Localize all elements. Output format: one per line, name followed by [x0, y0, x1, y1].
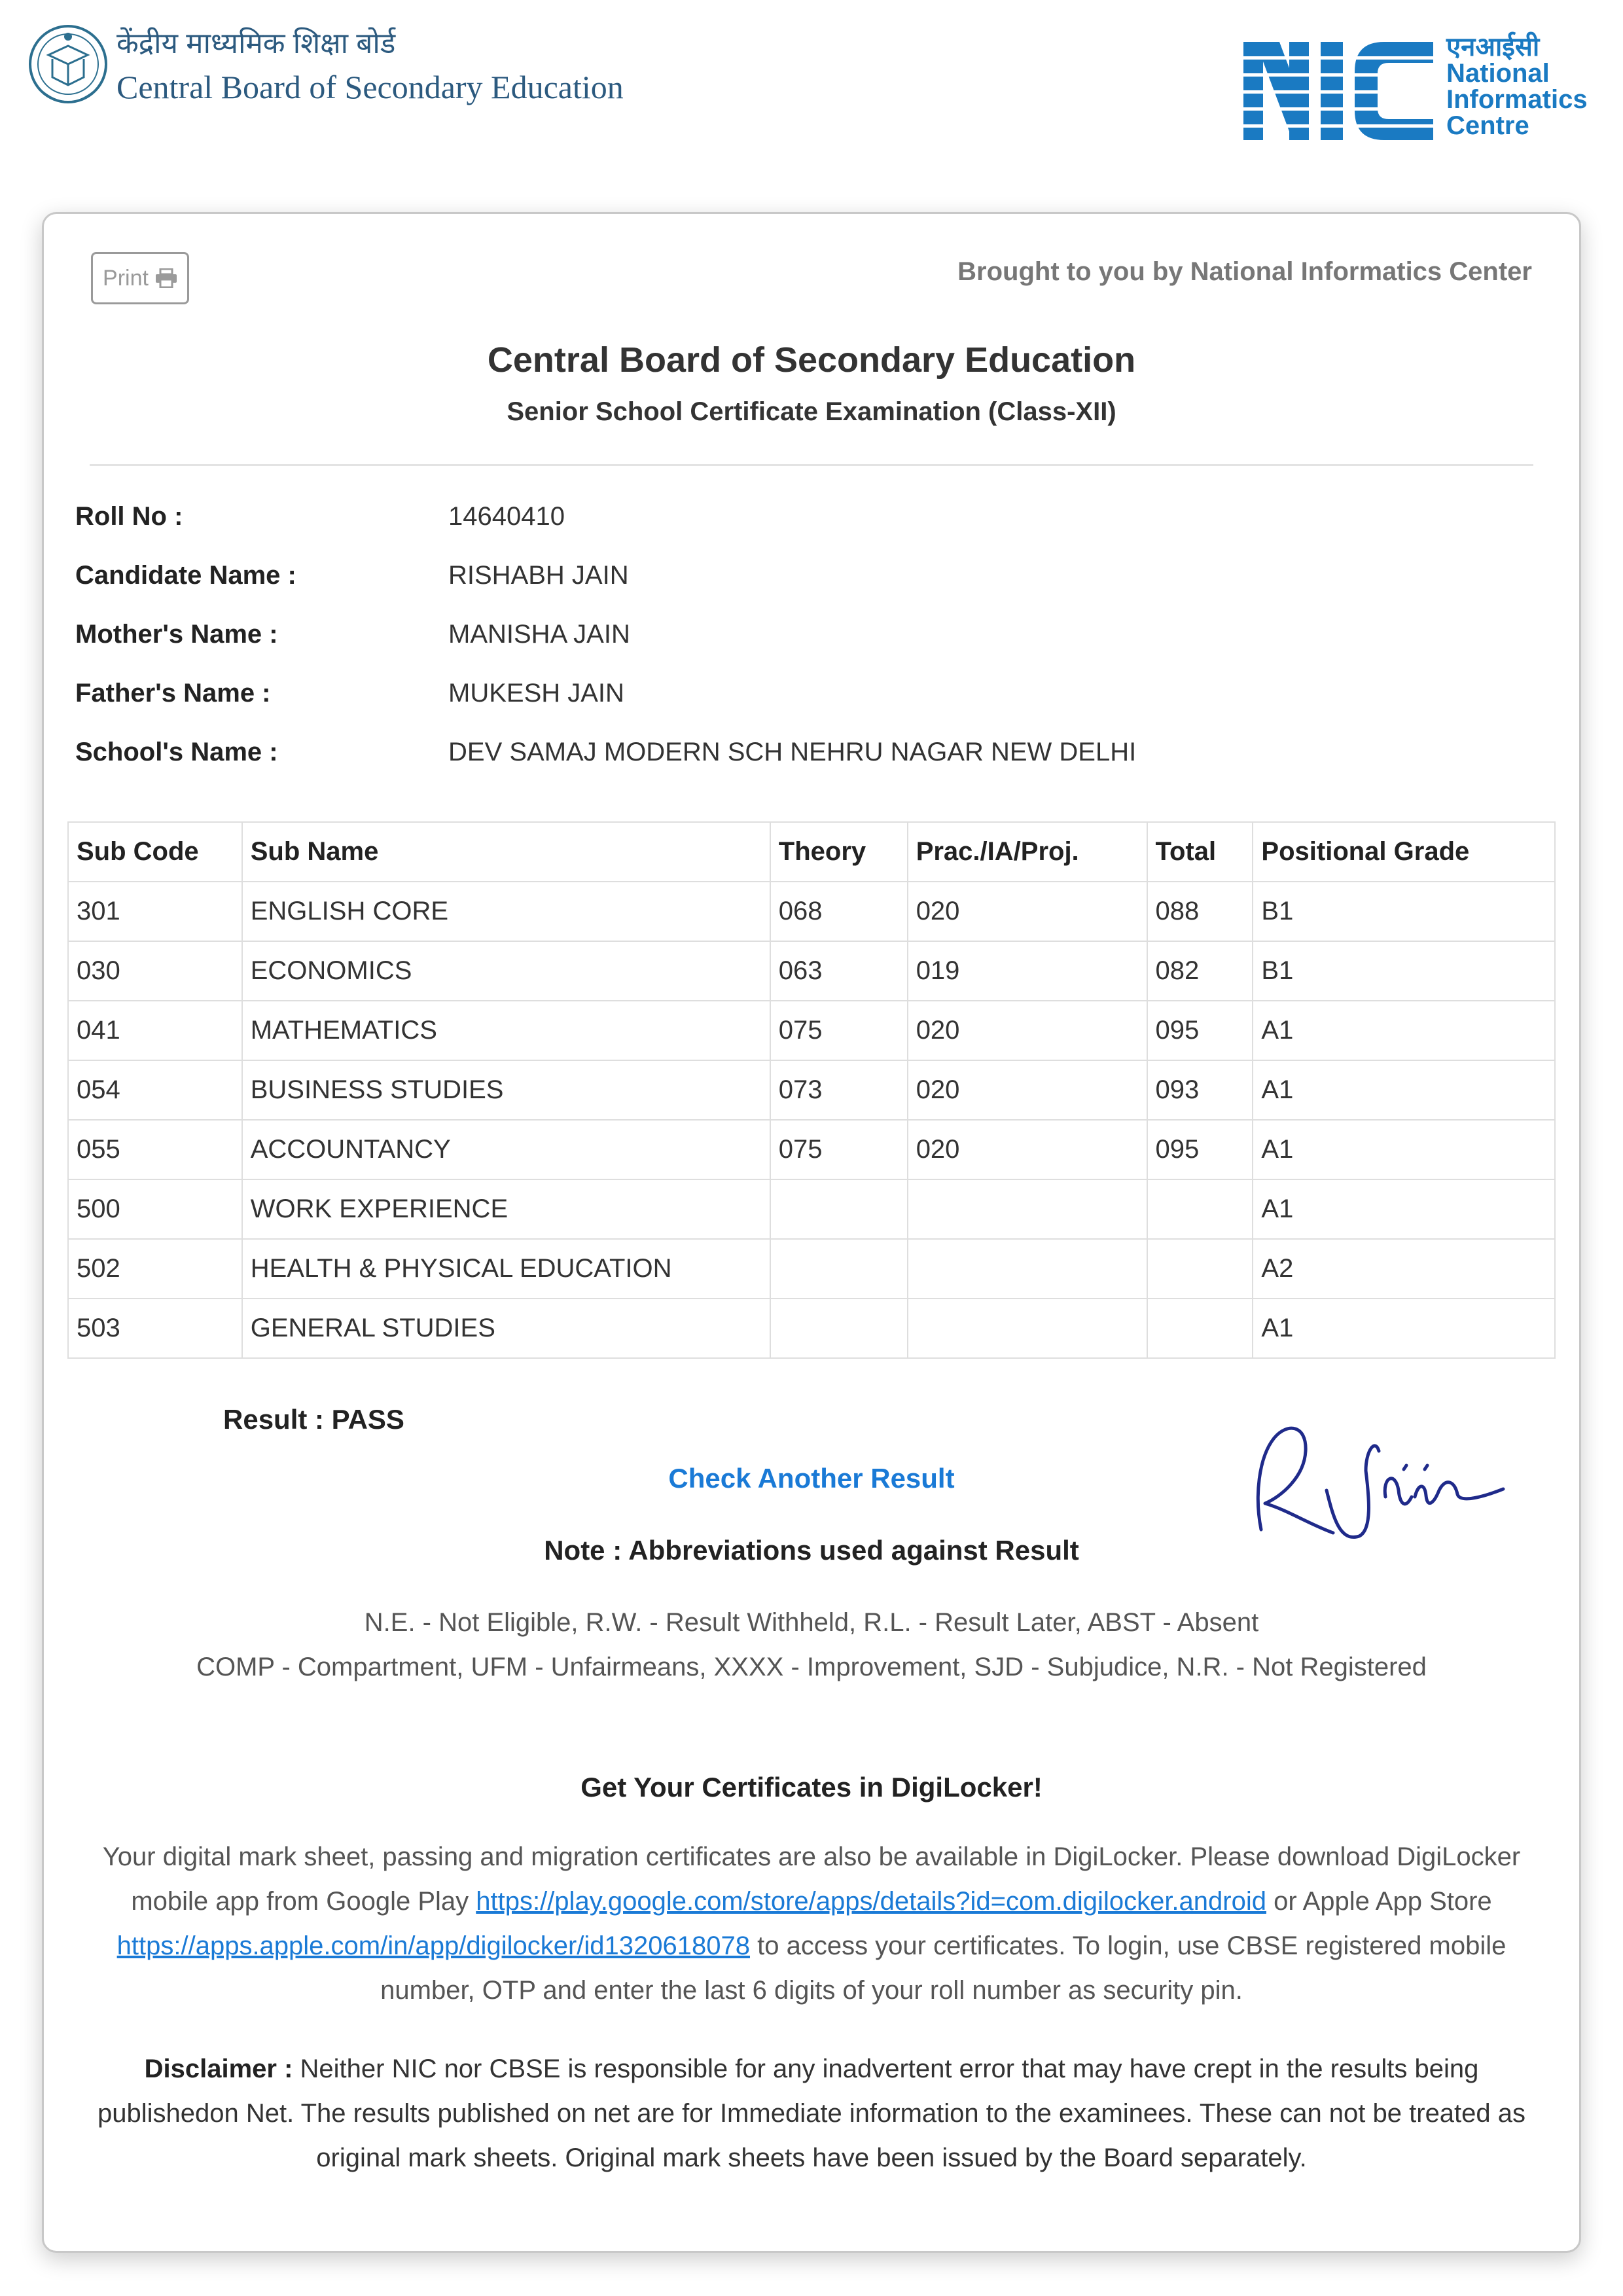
sub-code-cell: 030: [68, 941, 242, 1001]
printer-icon: [155, 268, 177, 288]
brought-by-text: Brought to you by National Informatics Center: [957, 257, 1532, 286]
grade-cell: A1: [1253, 1001, 1555, 1060]
table-row: [68, 1179, 1555, 1239]
result-status: Result : PASS: [223, 1404, 404, 1435]
page-subtitle: Senior School Certificate Examination (Class-XII): [507, 397, 1116, 426]
table-row: [68, 1299, 1555, 1358]
nic-wordmark: [1446, 34, 1588, 139]
theory-cell: 073: [770, 1060, 908, 1120]
total-cell: [1147, 1179, 1253, 1239]
theory-cell: 075: [770, 1001, 908, 1060]
roll-no-label: Roll No :: [75, 502, 183, 531]
practical-cell: [908, 1179, 1147, 1239]
practical-cell: [908, 1299, 1147, 1358]
theory-cell: [770, 1179, 908, 1239]
table-row: [68, 1001, 1555, 1060]
digilocker-text-1: Your digital mark sheet, passing and migration certificates are also be available in DigiLocker. Please download DigiLocker mobile app from Google Play: [102, 1842, 1521, 1916]
father-name-value: MUKESH JAIN: [448, 679, 624, 708]
practical-cell: 020: [908, 1120, 1147, 1179]
practical-cell: 019: [908, 941, 1147, 1001]
nic-logo: [1243, 35, 1440, 147]
cbse-hindi-name: केंद्रीय माध्यमिक शिक्षा बोर्ड: [116, 27, 396, 60]
total-cell: 095: [1147, 1120, 1253, 1179]
nic-line-national: National: [1446, 59, 1550, 88]
digilocker-text-3: to access your certificates. To login, use CBSE registered mobile number, OTP and enter the last 6 digits of your roll number as security pin.: [380, 1931, 1507, 2005]
print-label: Print: [103, 265, 149, 291]
sub-name-cell: BUSINESS STUDIES: [242, 1060, 770, 1120]
sub-code-cell: 054: [68, 1060, 242, 1120]
signature-image: [1235, 1399, 1510, 1556]
nic-line-informatics: Informatics: [1446, 85, 1588, 114]
candidate-name-value: RISHABH JAIN: [448, 561, 629, 590]
app-store-link[interactable]: https://apps.apple.com/in/app/digilocker/id1320618078: [116, 1931, 750, 1960]
table-row: [68, 1060, 1555, 1120]
sub-name-cell: ECONOMICS: [242, 941, 770, 1001]
abbreviations-line-2: COMP - Compartment, UFM - Unfairmeans, XXXX - Improvement, SJD - Subjudice, N.R. - Not Registered: [196, 1653, 1427, 1681]
sub-name-cell: WORK EXPERIENCE: [242, 1179, 770, 1239]
marks-table: [67, 821, 1556, 1359]
column-header: Theory: [770, 822, 908, 882]
column-header: Sub Name: [242, 822, 770, 882]
grade-cell: A1: [1253, 1179, 1555, 1239]
total-cell: [1147, 1239, 1253, 1299]
roll-no-value: 14640410: [448, 502, 565, 531]
column-header: Total: [1147, 822, 1253, 882]
check-another-result-link[interactable]: Check Another Result: [668, 1463, 955, 1494]
mother-name-label: Mother's Name :: [75, 620, 278, 649]
grade-cell: B1: [1253, 882, 1555, 941]
theory-cell: [770, 1299, 908, 1358]
table-row: [68, 941, 1555, 1001]
google-play-link[interactable]: https://play.google.com/store/apps/details?id=com.digilocker.android: [476, 1887, 1266, 1916]
page-title: Central Board of Secondary Education: [487, 340, 1136, 380]
grade-cell: A1: [1253, 1120, 1555, 1179]
theory-cell: [770, 1239, 908, 1299]
table-row: [68, 882, 1555, 941]
print-button[interactable]: [91, 252, 189, 304]
school-name-label: School's Name :: [75, 738, 278, 766]
column-header: Prac./IA/Proj.: [908, 822, 1147, 882]
disclaimer-text: Neither NIC nor CBSE is responsible for any inadvertent error that may have crept in the results being publishedon Net. The results published on net are for Immediate information to the examinees. These can not be treated as original mark sheets. Original mark sheets have been issued by the Board separately.: [97, 2054, 1526, 2172]
result-card: [42, 212, 1581, 2253]
disclaimer-label: Disclaimer :: [144, 2054, 293, 2083]
sub-name-cell: ENGLISH CORE: [242, 882, 770, 941]
practical-cell: 020: [908, 882, 1147, 941]
total-cell: [1147, 1299, 1253, 1358]
school-name-value: DEV SAMAJ MODERN SCH NEHRU NAGAR NEW DELHI: [448, 738, 1137, 766]
table-row: [68, 1239, 1555, 1299]
candidate-name-label: Candidate Name :: [75, 561, 296, 590]
theory-cell: 068: [770, 882, 908, 941]
sub-code-cell: 502: [68, 1239, 242, 1299]
cbse-emblem-logo: [26, 17, 110, 117]
grade-cell: A1: [1253, 1060, 1555, 1120]
abbreviations-line-1: N.E. - Not Eligible, R.W. - Result Withheld, R.L. - Result Later, ABST - Absent: [364, 1608, 1259, 1637]
table-header-row: [68, 822, 1555, 882]
digilocker-paragraph: [90, 1835, 1533, 2013]
mother-name-value: MANISHA JAIN: [448, 620, 630, 649]
sub-name-cell: MATHEMATICS: [242, 1001, 770, 1060]
sub-code-cell: 041: [68, 1001, 242, 1060]
cbse-english-name: Central Board of Secondary Education: [116, 69, 624, 105]
sub-code-cell: 500: [68, 1179, 242, 1239]
digilocker-text-2: or Apple App Store: [1266, 1887, 1492, 1916]
theory-cell: 063: [770, 941, 908, 1001]
nic-line-centre: Centre: [1446, 111, 1529, 140]
total-cell: 088: [1147, 882, 1253, 941]
digilocker-title: Get Your Certificates in DigiLocker!: [580, 1772, 1043, 1803]
total-cell: 095: [1147, 1001, 1253, 1060]
nic-hindi: एनआईसी: [1446, 33, 1540, 62]
grade-cell: B1: [1253, 941, 1555, 1001]
sub-name-cell: ACCOUNTANCY: [242, 1120, 770, 1179]
total-cell: 093: [1147, 1060, 1253, 1120]
grade-cell: A1: [1253, 1299, 1555, 1358]
practical-cell: [908, 1239, 1147, 1299]
practical-cell: 020: [908, 1001, 1147, 1060]
sub-name-cell: GENERAL STUDIES: [242, 1299, 770, 1358]
column-header: Sub Code: [68, 822, 242, 882]
column-header: Positional Grade: [1253, 822, 1555, 882]
sub-code-cell: 055: [68, 1120, 242, 1179]
table-row: [68, 1120, 1555, 1179]
divider: [90, 464, 1533, 466]
note-title: Note : Abbreviations used against Result: [544, 1535, 1079, 1566]
practical-cell: 020: [908, 1060, 1147, 1120]
sub-name-cell: HEALTH & PHYSICAL EDUCATION: [242, 1239, 770, 1299]
grade-cell: A2: [1253, 1239, 1555, 1299]
sub-code-cell: 503: [68, 1299, 242, 1358]
disclaimer: [90, 2047, 1533, 2180]
total-cell: 082: [1147, 941, 1253, 1001]
sub-code-cell: 301: [68, 882, 242, 941]
theory-cell: 075: [770, 1120, 908, 1179]
father-name-label: Father's Name :: [75, 679, 271, 708]
